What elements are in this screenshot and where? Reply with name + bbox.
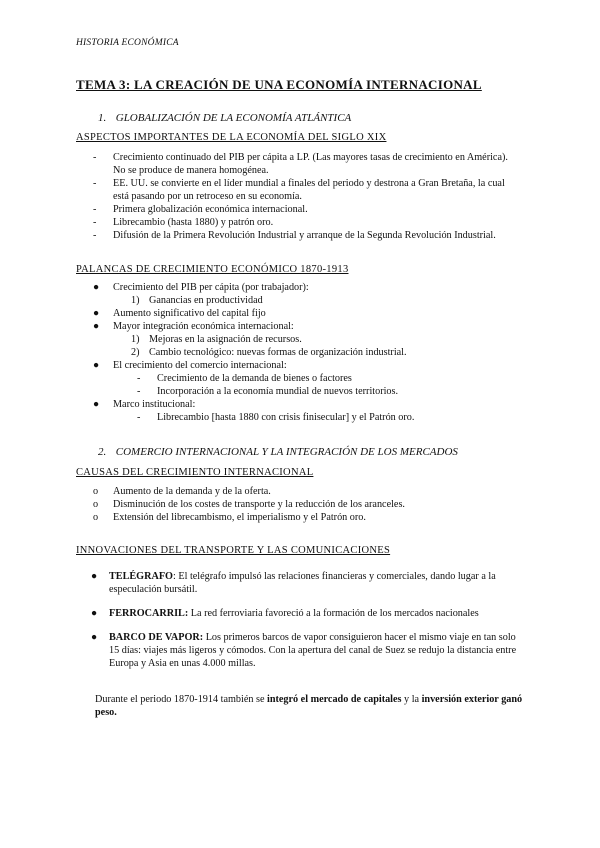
page-header: HISTORIA ECONÓMICA xyxy=(76,38,179,48)
list-item: - Librecambio [hasta 1880 con crisis finisecular] y el Patrón oro. xyxy=(137,412,415,423)
list-item: o Extensión del librecambismo, el imperialismo y el Patrón oro. xyxy=(93,512,366,523)
section-2-number: 2. xyxy=(98,446,107,458)
causes-heading: CAUSAS DEL CRECIMIENTO INTERNACIONAL xyxy=(76,467,314,478)
section-2-title xyxy=(98,446,458,459)
list-item: ● FERROCARRIL: La red ferroviaria favoreció a la formación de los mercados nacionales xyxy=(91,608,479,619)
list-item: ● Crecimiento del PIB per cápita (por trabajador): 1) Ganancias en productividad xyxy=(90,281,520,307)
list-item: - Crecimiento continuado del PIB per cápita a LP. (Las mayores tasas de crecimiento en América). No se produce de manera homogénea. xyxy=(93,152,508,176)
list-item: ● TELÉGRAFO: El telégrafo impulsó las relaciones financieras y comerciales, dando lugar a la especulación bursátil. xyxy=(91,571,496,595)
section-1-label: GLOBALIZACIÓN DE LA ECONOMÍA ATLÁNTICA xyxy=(115,112,352,124)
list-item: o Aumento de la demanda y de la oferta. xyxy=(93,486,271,497)
aspects-list xyxy=(90,151,520,242)
section-1-number: 1. xyxy=(98,112,107,124)
list-item: o Disminución de los costes de transporte y la reducción de los aranceles. xyxy=(93,499,405,510)
list-item: - Primera globalización económica internacional. xyxy=(93,204,308,215)
section-2-label: COMERCIO INTERNACIONAL Y LA INTEGRACIÓN DE LOS MERCADOS xyxy=(115,446,458,458)
causes-list xyxy=(90,485,520,524)
levers-heading: PALANCAS DE CRECIMIENTO ECONÓMICO 1870-1913 xyxy=(76,264,349,275)
list-item: 2) Cambio tecnológico: nuevas formas de organización industrial. xyxy=(131,347,407,358)
innovations-heading: INNOVACIONES DEL TRANSPORTE Y LAS COMUNICACIONES xyxy=(76,545,391,556)
list-item: ● BARCO DE VAPOR: Los primeros barcos de vapor consiguieron hacer el mismo viaje en tan solo 15 días: viajes más ligeros y cómodos. Con la apertura del canal de Suez se redujo la distancia entre Europa y Asia en unas 4.000 millas. xyxy=(91,632,517,669)
list-item: - EE. UU. se convierte en el líder mundial a finales del periodo y destrona a Gran Bretaña, la cual está pasando por un retroceso en su economía. xyxy=(93,178,505,202)
page-title: TEMA 3: LA CREACIÓN DE UNA ECONOMÍA INTERNACIONAL xyxy=(76,77,482,92)
innovations-list xyxy=(90,570,520,670)
section-1-title xyxy=(98,112,351,125)
list-item: - Crecimiento de la demanda de bienes o factores xyxy=(137,373,352,384)
aspects-heading: ASPECTOS IMPORTANTES DE LA ECONOMÍA DEL SIGLO XIX xyxy=(76,132,387,143)
list-item: ● Mayor integración económica internacional: 1) Mejoras en la asignación de recursos. 2) Cambio tecnológico: nuevas formas de organización industrial. xyxy=(90,320,520,359)
list-item: ● Marco institucional: - Librecambio [hasta 1880 con crisis finisecular] y el Patrón oro. xyxy=(90,398,520,424)
list-item: - Incorporación a la economía mundial de nuevos territorios. xyxy=(137,386,399,397)
list-item: 1) Mejoras en la asignación de recursos. xyxy=(131,334,302,345)
closing-paragraph: Durante el periodo 1870-1914 también se integró el mercado de capitales y la inversión exterior ganó peso. xyxy=(95,694,523,718)
list-item: ● El crecimiento del comercio internacional: - Crecimiento de la demanda de bienes o factores - Incorporación a la economía mundial de nuevos territorios. xyxy=(90,359,520,398)
list-item: ● Aumento significativo del capital fijo xyxy=(93,308,266,319)
list-item: 1) Ganancias en productividad xyxy=(131,295,263,306)
list-item: - Librecambio (hasta 1880) y patrón oro. xyxy=(93,217,274,228)
list-item: - Difusión de la Primera Revolución Industrial y arranque de la Segunda Revolución Industrial. xyxy=(93,230,496,241)
levers-list xyxy=(90,281,520,424)
